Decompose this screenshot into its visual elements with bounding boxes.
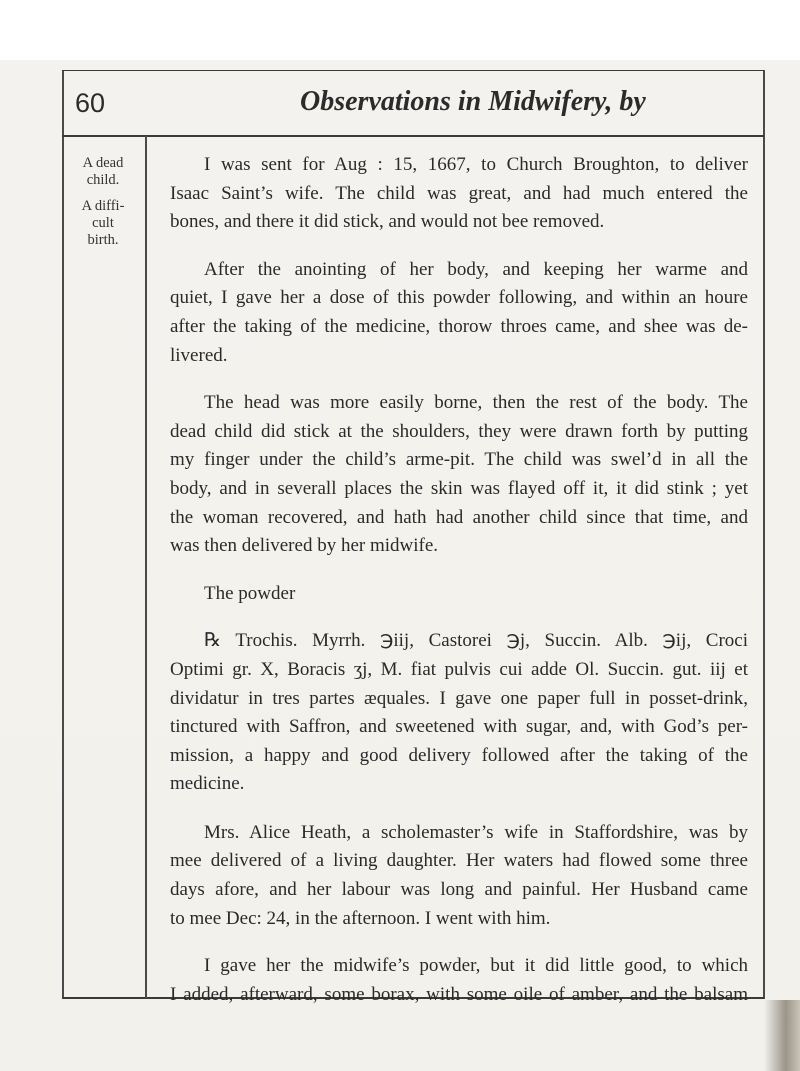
text-line: mee delivered of a living daughter. Her waters had flowed some three xyxy=(170,850,748,872)
paragraph-anointing xyxy=(170,256,748,370)
text-line: tinctured with Saffron, and sweetened with sugar, and, with God’s per- xyxy=(170,716,748,738)
margin-note-line: A diffi- xyxy=(81,198,125,214)
header-divider xyxy=(62,135,764,137)
text-line: After the anointing of her body, and keeping her warme and xyxy=(204,258,748,280)
page-edge-shadow xyxy=(764,1000,800,1071)
margin-note-dead-child xyxy=(64,155,142,189)
text-line: the woman recovered, and hath had another child since that time, and xyxy=(170,506,748,528)
text-line: The head was more easily borne, then the rest of the body. The xyxy=(204,392,748,414)
text-line: I gave her the midwife’s powder, but it did little good, to which xyxy=(204,955,748,977)
running-head: Observations in Midwifery, by xyxy=(300,86,646,117)
paragraph-recipe xyxy=(170,627,748,799)
paragraph-dead-child xyxy=(170,389,748,561)
text-line: dead child did stick at the shoulders, they were drawn forth by putting xyxy=(170,420,748,442)
text-line: I was sent for Aug : 15, 1667, to Church Broughton, to deliver xyxy=(204,154,748,175)
margin-divider xyxy=(145,136,147,998)
paragraph-alice-heath xyxy=(170,819,748,933)
text-line: body, and in severall places the skin was flayed off it, it did stink ; yet xyxy=(170,477,748,499)
margin-note-line: cult xyxy=(92,215,114,231)
text-line: dividatur in tres partes æquales. I gave one paper full in posset-drink, xyxy=(170,687,748,709)
text-line: Isaac Saint’s wife. The child was great, and had much entered the xyxy=(170,182,748,204)
margin-note-line: child. xyxy=(86,172,120,188)
text-line: was then delivered by her midwife. xyxy=(170,535,439,557)
text-line: livered. xyxy=(170,344,228,366)
text-line: bones, and there it did stick, and would not bee removed. xyxy=(170,211,605,233)
text-line: Mrs. Alice Heath, a scholemaster’s wife in Staffordshire, was by xyxy=(204,821,748,843)
page-number: 60 xyxy=(75,88,106,118)
text-line: ℞ Trochis. Myrrh. ℈iij, Castorei ℈j, Succin. Alb. ℈ij, Croci xyxy=(204,630,748,652)
margin-note-line: A dead xyxy=(82,155,124,171)
margin-note-line: birth. xyxy=(87,232,119,248)
margin-note-difficult-birth xyxy=(64,198,142,249)
paragraph-midwife-powder xyxy=(170,952,748,1009)
text-line: days afore, and her labour was long and painful. Her Husband came xyxy=(170,879,748,901)
paragraph-powder-heading xyxy=(170,580,748,609)
body-text xyxy=(170,151,748,1028)
text-line: to mee Dec: 24, in the afternoon. I went with him. xyxy=(170,907,551,929)
text-line: The powder xyxy=(204,582,296,604)
text-line: medicine. xyxy=(170,773,245,795)
text-line: mission, a happy and good delivery followed after the taking of the xyxy=(170,744,748,766)
text-line: my finger under the child’s arme-pit. The child was swel’d in all the xyxy=(170,449,748,471)
paragraph-church-broughton xyxy=(170,151,748,237)
text-line: I added, afterward, some borax, with some oile of amber, and the balsam xyxy=(170,983,748,1005)
margin-notes xyxy=(64,155,142,258)
text-line: after the taking of the medicine, thorow throes came, and shee was de- xyxy=(170,315,748,337)
text-line: Optimi gr. X, Boracis ʒj, M. fiat pulvis cui adde Ol. Succin. gut. iij et xyxy=(170,658,748,680)
text-line: quiet, I gave her a dose of this powder following, and within an houre xyxy=(170,287,748,309)
